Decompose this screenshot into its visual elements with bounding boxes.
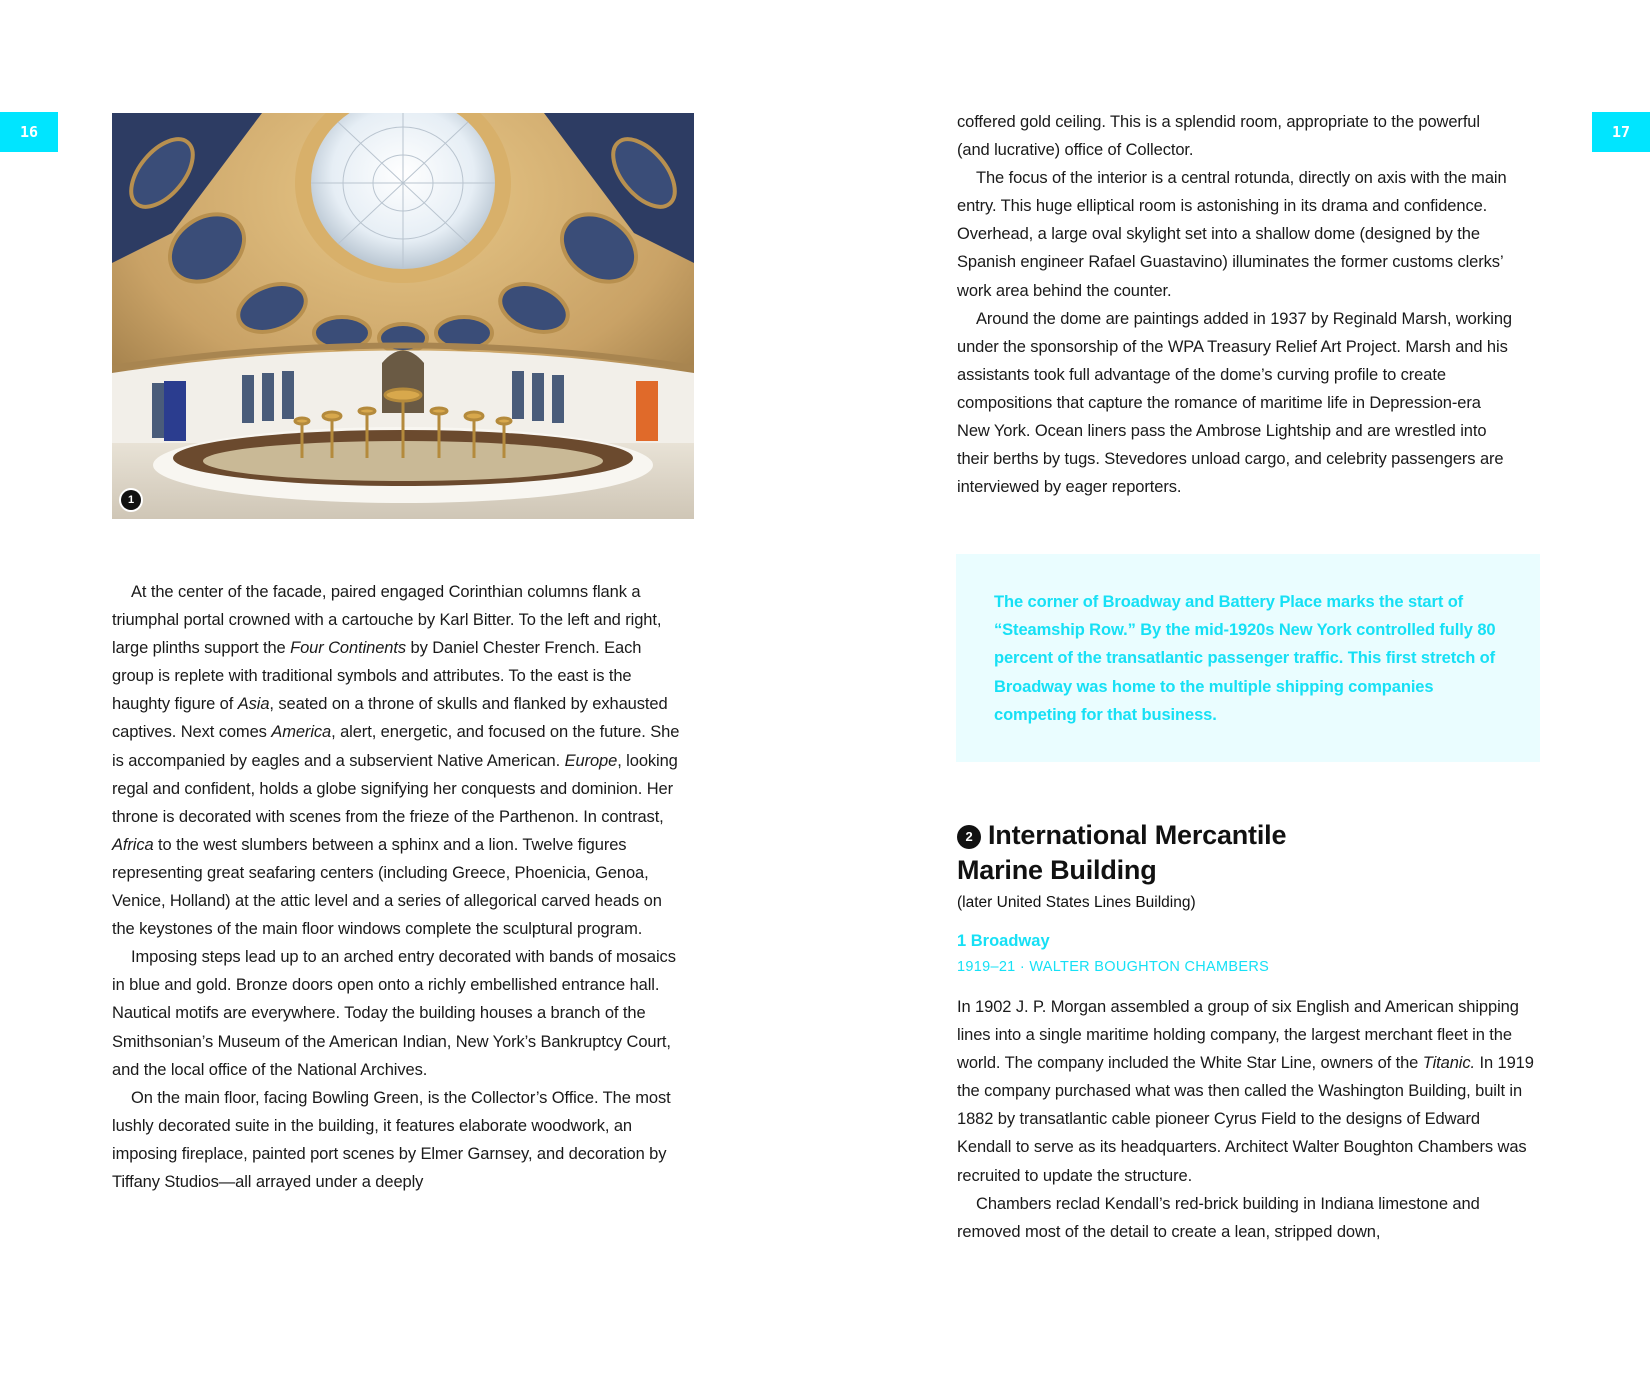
entry-address: 1 Broadway [957,932,1050,950]
entry-number-badge: 2 [957,825,981,849]
right-column-text [957,108,1517,501]
rotunda-illustration [112,113,694,519]
text-run: In 1902 J. P. Morgan assembled a group of six English and American shipping lines into a single maritime holding company, the largest merchant fleet in the world. The company included the White Star Line, owners of the [957,998,1519,1073]
callout-box [956,554,1540,762]
italic-title: America [271,723,332,742]
page-number-right: 17 [1592,112,1650,152]
italic-title: Asia [237,695,270,714]
entry-subtitle: (later United States Lines Building) [957,894,1196,911]
paragraph [957,164,1517,304]
figure-number-badge: 1 [121,490,141,510]
text-run: The focus of the interior is a central rotunda, directly on axis with the main entry. This huge elliptical room is astonishing in its drama and confidence. Overhead, a large oval skylight set into a shallow dome (designed by the Spanish engineer Rafael Guastavino) illuminates the former customs clerks’ work area behind the counter. [957,169,1507,300]
paragraph [957,1190,1537,1246]
paragraph [112,578,682,943]
text-run: , alert, energetic, and focused on the future. She is accompanied by eagles and a subservient Native American. [112,723,680,770]
text-run: , looking regal and confident, holds a globe signifying her conquests and dominion. Her throne is decorated with scenes from the frieze of the Parthenon. In contrast, [112,751,678,826]
paragraph [957,993,1537,1190]
text-run: coffered gold ceiling. This is a splendid room, appropriate to the powerful (and lucrative) office of Collector. [957,113,1480,160]
entry-title-line1: International Mercantile [988,820,1287,850]
building-entry [957,818,1537,1246]
paragraph [112,1084,682,1196]
text-run: On the main floor, facing Bowling Green, is the Collector’s Office. The most lushly decorated suite in the building, it features elaborate woodwork, an imposing fireplace, painted port scenes by Elmer Garnsey, and decoration by Tiffany Studios—all arrayed under a deeply [112,1088,671,1191]
text-run: by Daniel Chester French. Each group is replete with traditional symbols and attributes. To the east is the haughty figure of [112,639,642,714]
entry-title [957,818,1537,888]
left-column-text [112,578,682,1196]
italic-title: Europe [564,751,618,770]
italic-title: Four Continents [290,639,407,658]
rotunda-photo [112,113,694,519]
text-run: Around the dome are paintings added in 1937 by Reginald Marsh, working under the sponsorship of the WPA Treasury Relief Art Project. Marsh and his assistants took full advantage of the dome’s curving profile to create compositions that capture the romance of maritime life in Depression-era New York. Ocean liners pass the Ambrose Lightship and are wrestled into their berths by tugs. Stevedores unload cargo, and celebrity passengers are interviewed by eager reporters. [957,309,1513,497]
italic-title: Titanic. [1422,1054,1475,1073]
entry-body-text [957,993,1537,1246]
italic-title: Africa [112,835,154,854]
paragraph [112,943,682,1083]
paragraph [957,108,1517,164]
text-run: , seated on a throne of skulls and flanked by exhausted captives. Next comes [112,695,668,742]
text-run: Chambers reclad Kendall’s red-brick building in Indiana limestone and removed most of the detail to create a lean, stripped down, [957,1194,1480,1241]
page-number-left: 16 [0,112,58,152]
entry-title-line2: Marine Building [957,855,1157,885]
entry-date-architect: 1919–21 · WALTER BOUGHTON CHAMBERS [957,959,1270,975]
paragraph [957,305,1517,502]
text-run: In 1919 the company purchased what was then called the Washington Building, built in 1882 by transatlantic cable pioneer Cyrus Field to the designs of Edward Kendall to serve as its headquarters. Architect Walter Boughton Chambers was recruited to update the structure. [957,1054,1534,1185]
callout-text: The corner of Broadway and Battery Place marks the start of “Steamship Row.” By the mid-1920s New York controlled fully 80 percent of the transatlantic passenger traffic. This first stretch of Broadway was home to the multiple shipping companies competing for that business. [994,593,1496,724]
text-run: At the center of the facade, paired engaged Corinthian columns flank a triumphal portal crowned with a cartouche by Karl Bitter. To the left and right, large plinths support the [112,583,662,658]
text-run: to the west slumbers between a sphinx and a lion. Twelve figures representing great seafaring centers (including Greece, Phoenicia, Genoa, Venice, Holland) at the attic level and a series of allegorical carved heads on the keystones of the main floor windows complete the sculptural program. [112,835,662,939]
text-run: Imposing steps lead up to an arched entry decorated with bands of mosaics in blue and gold. Bronze doors open onto a richly embellished entrance hall. Nautical motifs are everywhere. Today the building houses a branch of the Smithsonian’s Museum of the American Indian, New York’s Bankruptcy Court, and the local office of the National Archives. [112,948,676,1079]
